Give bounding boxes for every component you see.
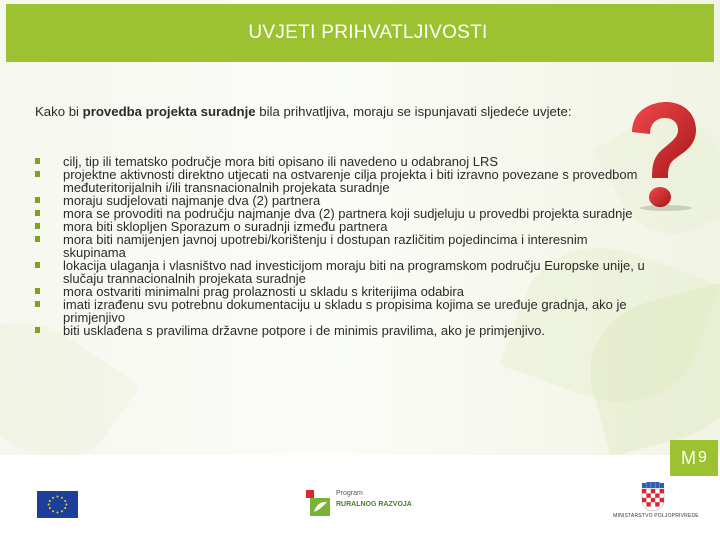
bullet-icon	[35, 288, 40, 294]
bullet-icon	[35, 236, 40, 242]
list-item-text: cilj, tip ili tematsko područje mora biti opisano ili navedeno u odabranoj LRS	[63, 154, 499, 169]
list-item-text: imati izrađenu svu potrebnu dokumentaciju u skladu s propisima kojima se uređuje gradnja, ako je primjenjivo	[63, 297, 627, 325]
question-mark-icon	[622, 100, 700, 212]
list-item-text: moraju sudjelovati najmanje dva (2) partnera	[63, 193, 321, 208]
title-bar	[6, 4, 714, 62]
list-item-text: biti usklađena s pravilima državne potpore i de minimis pravilima, ako je primjenjivo.	[63, 323, 545, 338]
intro-text-before: Kako bi	[35, 104, 83, 119]
footer	[0, 476, 720, 540]
list-item-text: mora biti sklopljen Sporazum o suradnji između partnera	[63, 219, 388, 234]
list-item-text: mora ostvariti minimalni prag prolaznosti u skladu s kriterijima odabira	[63, 284, 464, 299]
page-number-badge	[670, 440, 718, 476]
bullet-icon	[35, 158, 40, 164]
list-item-text: lokacija ulaganja i vlasništvo nad investicijom moraju biti na programskom području Europske unije, u slučaju trannacionalnih projekata suradnje	[63, 258, 645, 286]
bullet-icon	[35, 210, 40, 216]
program-logo	[306, 488, 418, 522]
bullet-icon	[35, 327, 40, 333]
bullet-icon	[35, 262, 40, 268]
conditions-list	[35, 155, 645, 337]
intro-text	[35, 105, 615, 118]
bullet-icon	[35, 301, 40, 307]
bullet-icon	[35, 197, 40, 203]
eu-flag-icon	[37, 491, 78, 518]
intro-text-emphasis: provedba projekta suradnje	[82, 104, 256, 119]
list-item-text: mora se provoditi na području najmanje dva (2) partnera koji sudjeluju u provedbi projekta suradnje	[63, 206, 633, 221]
list-item	[35, 324, 645, 337]
page-number-prefix: M	[681, 447, 697, 468]
list-item	[35, 233, 645, 259]
slide-title: UVJETI PRIHVATLJIVOSTI	[248, 22, 488, 43]
list-item	[35, 168, 645, 194]
page-number: 9	[698, 449, 707, 466]
program-logo-line1: Program	[336, 490, 363, 497]
list-item	[35, 259, 645, 285]
list-item-text: mora biti namijenjen javnoj upotrebi/korištenju i dostupan različitim pojedincima i interesnim skupinama	[63, 232, 588, 260]
program-logo-line2: RURALNOG RAZVOJA	[336, 501, 412, 508]
program-logo-icon	[306, 490, 330, 516]
croatian-coat-of-arms-icon	[641, 482, 665, 512]
list-item	[35, 298, 645, 324]
bullet-icon	[35, 223, 40, 229]
intro-text-after: bila prihvatljiva, moraju se ispunjavati sljedeće uvjete:	[255, 104, 572, 119]
list-item-text: projektne aktivnosti direktno utjecati na ostvarenje cilja projekta i biti izravno povezane s provedbom međuteritorijalnih i/ili transnacionalnih projekata suradnje	[63, 167, 638, 195]
ministry-label: MINISTARSTVO POLJOPRIVREDE	[613, 513, 699, 519]
bullet-icon	[35, 171, 40, 177]
